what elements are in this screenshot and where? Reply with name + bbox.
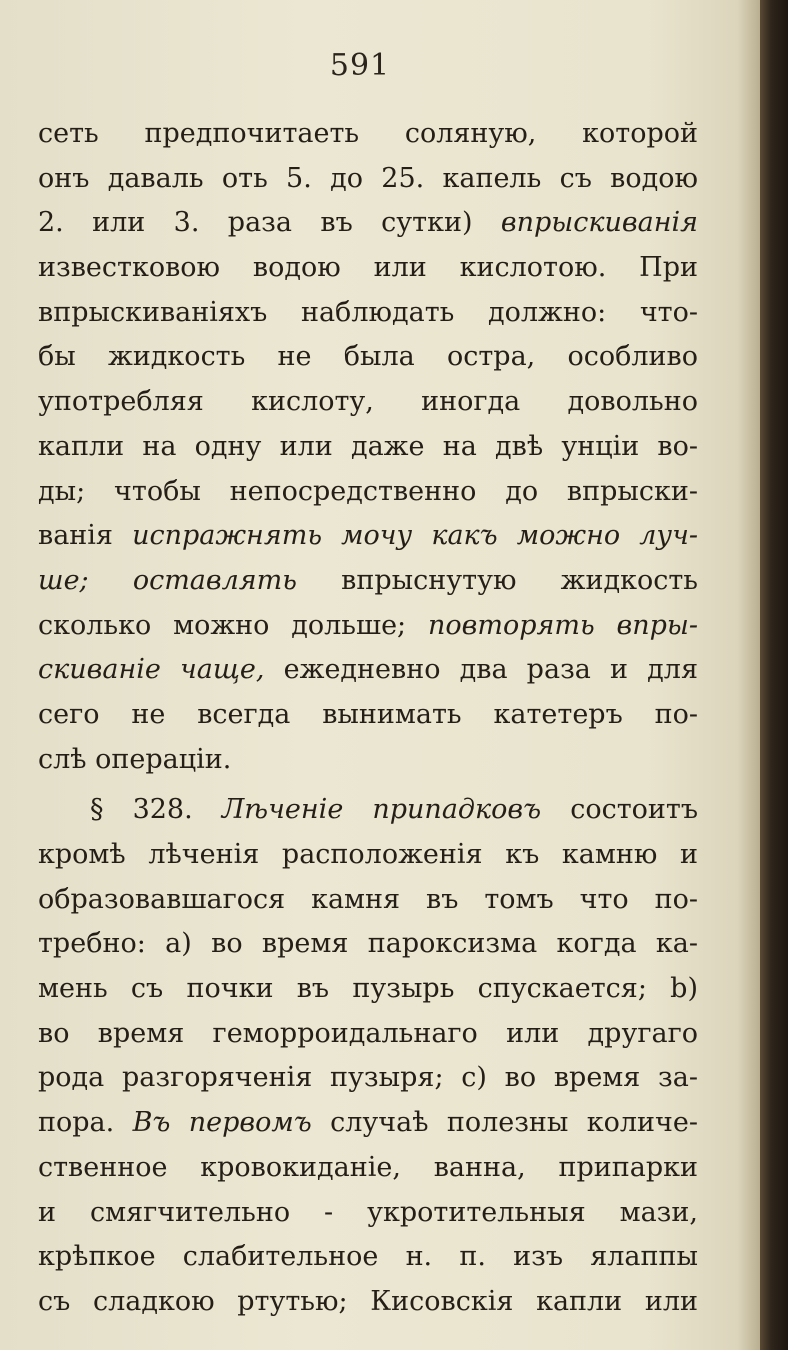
text-line [38,833,698,878]
page-edge-shadow [760,0,788,1350]
text-segment: съ сладкою ртутью; Кисовскія капли или [38,1285,698,1317]
text-line [38,559,698,604]
text-line [38,157,698,202]
text-line [38,201,698,246]
text-segment: употребляя кислоту, иногда довольно [38,386,698,418]
text-line [38,425,698,470]
text-segment: кромѣ лѣченія расположенія къ камню и [38,839,698,870]
text-line [38,738,698,783]
text-line [38,380,698,425]
text-segment: ственное кровокиданіе, ванна, припарки [38,1151,698,1183]
body-text [38,112,698,1325]
text-line [38,514,698,559]
text-segment: крѣпкое слабительное н. п. изъ ялаппы [38,1241,698,1273]
text-line [38,1012,698,1057]
text-line [38,470,698,515]
text-segment: ды; чтобы непосредственно до впрыски- [38,475,698,507]
italic-text-segment: Въ первомъ [132,1107,312,1139]
text-segment: онъ даваль оть 5. до 25. капель съ водою [38,162,698,194]
text-segment: ванія [38,520,133,552]
text-segment: впрыснутую жидкость [297,564,698,596]
text-line [38,967,698,1012]
text-line [38,1235,698,1280]
text-line [38,878,698,923]
text-segment: 2. или 3. раза въ сутки) [38,207,501,239]
text-segment: случаѣ полезны количе- [311,1107,698,1139]
text-line [38,112,698,157]
text-segment: § 328. [90,794,222,826]
text-segment: бы жидкость не была остра, особливо [38,341,698,373]
text-line [38,922,698,967]
text-segment: требно: а) во время пароксизма когда ка- [38,928,698,960]
text-segment: слѣ операціи. [38,743,232,775]
page-number: 591 [329,48,391,83]
text-line [38,291,698,336]
text-segment: капли на одну или даже на двѣ унціи во- [38,430,698,462]
text-segment: сеть предпочитаеть соляную, которой [38,118,698,149]
italic-text-segment: впрыскиванія [500,207,698,239]
text-line [38,604,698,649]
italic-text-segment: повторять впры- [427,609,698,641]
text-line [38,335,698,380]
text-line [38,1280,698,1325]
text-segment: образовавшагося камня въ томъ что по- [38,883,698,915]
text-segment: впрыскиваніяхъ наблюдать должно: что- [38,296,698,328]
text-segment: рода разгоряченія пузыря; c) во время за- [38,1062,698,1094]
text-line [38,1101,698,1146]
text-segment: мень съ почки въ пузырь спускается; b) [38,973,698,1005]
text-line [38,246,698,291]
text-line [38,1191,698,1236]
text-line [38,648,698,693]
text-segment: сего не всегда вынимать катетеръ по- [38,698,698,730]
text-segment: известковою водою или кислотою. При [38,252,698,284]
italic-text-segment: скиваніе чаще, [38,654,265,686]
text-segment: ежедневно два раза и для [264,654,698,686]
italic-text-segment: испражнять мочу какъ можно луч- [132,520,699,552]
italic-text-segment: Лѣченіе припадковъ [221,794,542,826]
text-line [38,788,698,833]
text-line [38,1146,698,1191]
italic-text-segment: ше; оставлять [38,564,297,596]
text-segment: во время геморроидальнаго или другаго [38,1017,698,1049]
text-segment: пора. [38,1107,133,1139]
text-segment: и смягчительно - укротительныя мази, [38,1196,698,1228]
text-line [38,693,698,738]
text-segment: сколько можно дольше; [38,609,428,641]
text-line [38,1056,698,1101]
text-segment: состоитъ [541,794,698,826]
